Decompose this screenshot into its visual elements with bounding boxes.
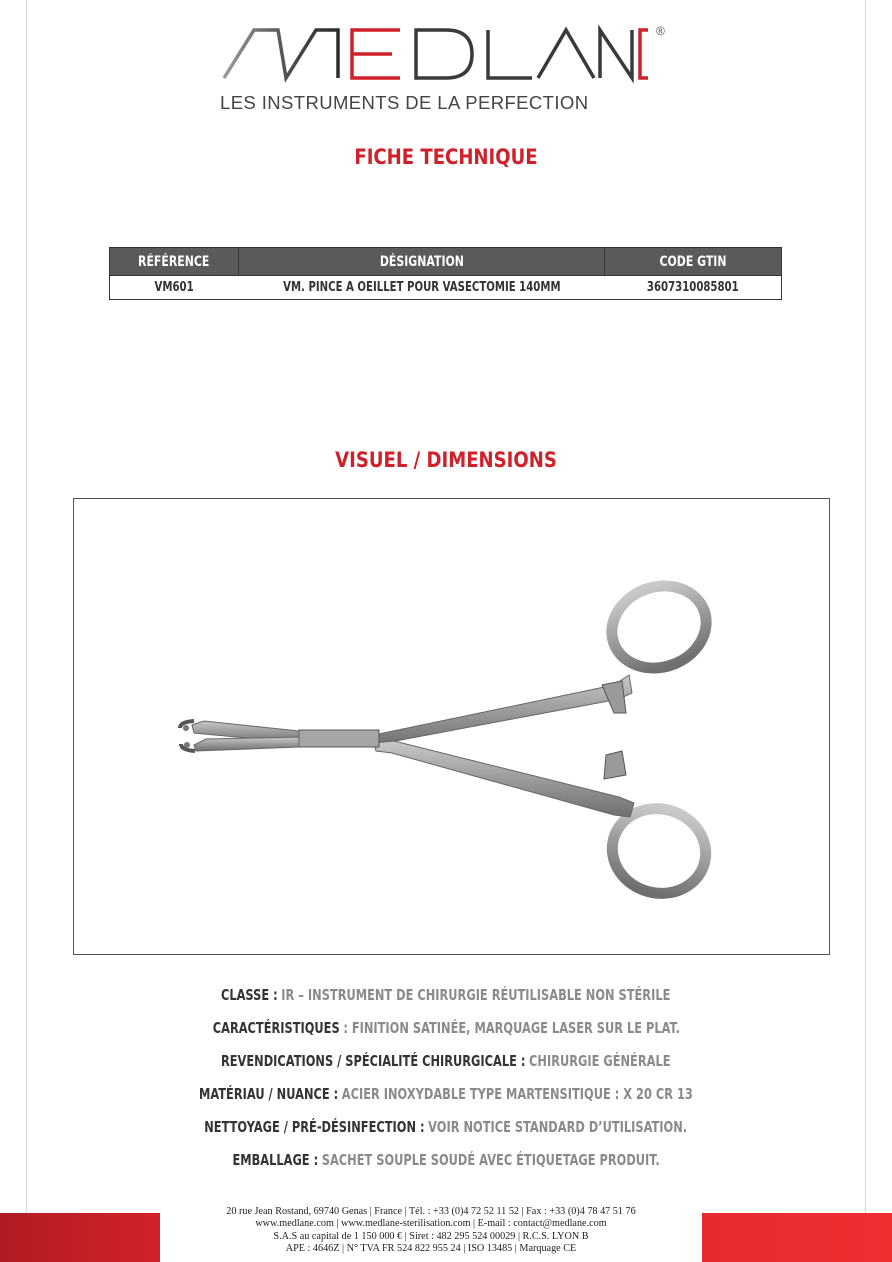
spec-list [0,986,892,1184]
cell-reference: VM601 [110,276,239,300]
footer-registration: APE : 4646Z | N° TVA FR 524 822 955 24 | ISO 13485 | Marquage CE [285,1242,577,1254]
spec-nettoyage: NETTOYAGE / PRÉ-DÉSINFECTION : VOIR NOTICE STANDARD D’UTILISATION. [204,1118,688,1136]
footer-legal: S.A.S au capital de 1 150 000 € | Siret : 482 295 524 00029 | R.C.S. LYON B [273,1230,589,1242]
spec-materiau: MATÉRIAU / NUANCE : ACIER INOXYDABLE TYPE MARTENSITIQUE : X 20 CR 13 [199,1085,693,1103]
footer-web: www.medlane.com | www.medlane-sterilisation.com | E-mail : contact@medlane.com [255,1218,607,1230]
table-row [110,276,782,300]
forceps-image [74,499,828,953]
brand-tagline: LES INSTRUMENTS DE LA PERFECTION [220,92,589,113]
product-reference-table [109,247,782,300]
table-header-row [110,248,782,276]
sheet-title: FICHE TECHNIQUE [354,145,538,169]
spec-classe: CLASSE : IR – INSTRUMENT DE CHIRURGIE RÉUTILISABLE NON STÉRILE [221,986,671,1004]
cell-designation: VM. PINCE A OEILLET POUR VASECTOMIE 140MM [239,276,605,300]
spec-caracteristiques: CARACTÉRISTIQUES : FINITION SATINÉE, MARQUAGE LASER SUR LE PLAT. [212,1019,680,1037]
visual-title: VISUEL / DIMENSIONS [335,448,557,472]
product-visual-frame [73,498,830,955]
footer-address: 20 rue Jean Rostand, 69740 Genas | France | Tél. : +33 (0)4 72 52 11 52 | Fax : +33 (0)4 78 47 51 76 [226,1206,636,1217]
header-designation: DÉSIGNATION [239,248,605,276]
registered-mark: ® [656,24,665,38]
footer-red-bar-right [702,1213,892,1262]
spec-emballage: EMBALLAGE : SACHET SOUPLE SOUDÉ AVEC ÉTIQUETAGE PRODUIT. [232,1151,660,1169]
header-reference: RÉFÉRENCE [110,248,239,276]
spec-revendications: REVENDICATIONS / SPÉCIALITÉ CHIRURGICALE : CHIRURGIE GÉNÉRALE [221,1052,671,1070]
header-gtin: CODE GTIN [605,248,782,276]
footer-red-bar-left [0,1213,160,1262]
company-footer [160,1206,702,1255]
cell-gtin: 3607310085801 [605,276,782,300]
